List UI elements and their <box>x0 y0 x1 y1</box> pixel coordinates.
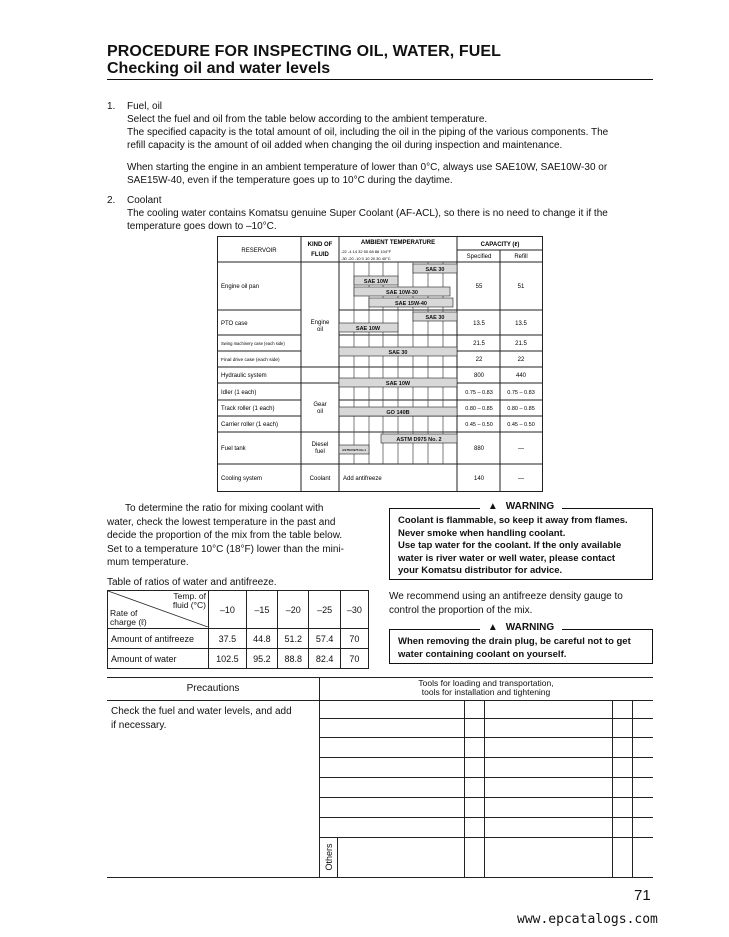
others-label-cell <box>321 840 337 876</box>
svg-text:fuel: fuel <box>315 449 325 455</box>
row-reservoir: Engine oil pan <box>221 284 260 290</box>
ratio-cell: 102.5 <box>209 649 247 669</box>
svg-text:Gear: Gear <box>313 402 327 408</box>
row-reservoir: PTO case <box>221 321 248 327</box>
page-subtitle: Checking oil and water levels <box>107 60 331 77</box>
row-reservoir: Track roller (1 each) <box>221 406 275 412</box>
hdr-temps-c: -30 -20 -10 0 10 20 30 40°C <box>341 256 391 261</box>
row-reservoir: Swing machinery case (each side) <box>221 341 285 346</box>
tools-heading-line: tools for installation and tightening <box>421 687 551 697</box>
precautions-grid <box>107 677 653 878</box>
cap-refill: — <box>518 476 524 482</box>
grade-label: SAE 10W <box>385 381 411 387</box>
svg-text:oil: oil <box>316 409 324 415</box>
precautions-heading: Precautions <box>186 683 240 694</box>
warning-line: your Komatsu distributor for advice. <box>398 565 563 576</box>
grade-label: SAE 10W <box>355 326 381 332</box>
warning-header <box>390 501 652 514</box>
hdr-temps-f: -22 -4 14 32 50 68 86 104°F <box>341 249 392 254</box>
precautions-line: Check the fuel and water levels, and add <box>111 706 292 717</box>
mixing-line: To determine the ratio for mixing coolant with <box>125 503 324 514</box>
section-2-number: 2. <box>107 195 116 206</box>
row-reservoir: Cooling system <box>221 476 263 482</box>
grade-label: ASTM D975 No. 2 <box>396 437 442 443</box>
svg-text:oil: oil <box>316 327 324 333</box>
precautions-text <box>111 705 316 732</box>
ratio-cell: 37.5 <box>209 629 247 649</box>
warning-box-flammable <box>389 501 653 580</box>
grade-label: GO 140B <box>386 410 410 416</box>
warning-line: water is river water or well water, please contact <box>398 552 616 564</box>
section-1-number: 1. <box>107 101 116 112</box>
temp-header: –15 <box>246 591 277 629</box>
precautions-line: if necessary. <box>111 719 167 731</box>
cap-refill: 0.75 – 0.83 <box>507 390 535 396</box>
section-1-line: The specified capacity is the total amount of oil, including the oil in the piping of the various components. The <box>127 127 609 138</box>
ratio-cell: 44.8 <box>246 629 277 649</box>
corner-bottom-label: Rate of charge (ℓ) <box>110 608 147 627</box>
cap-refill: — <box>518 446 524 452</box>
warning-line: Never smoke when handling coolant. <box>398 527 566 539</box>
cap-refill: 0.45 – 0.50 <box>507 422 535 428</box>
row-label: Amount of water <box>108 649 209 669</box>
watermark-url: www.epcatalogs.com <box>517 912 658 927</box>
grade-label: SAE 30 <box>425 267 445 273</box>
section-1-line: When starting the engine in an ambient temperature of lower than 0°C, always use SAE10W, SAE10W-30 or <box>127 162 608 173</box>
section-2-line: The cooling water contains Komatsu genuine Super Coolant (AF-ACL), so there is no need to change it if the <box>127 208 608 219</box>
warning-line: Coolant is flammable, so keep it away from flames. <box>398 515 628 526</box>
mixing-line: mum temperature. <box>107 557 189 568</box>
page-title: PROCEDURE FOR INSPECTING OIL, WATER, FUEL <box>107 43 502 60</box>
cap-specified: 21.5 <box>473 341 485 347</box>
cap-specified: 140 <box>473 476 485 482</box>
corner-top-label: Temp. of fluid (°C) <box>172 591 206 610</box>
cap-specified: 0.75 – 0.83 <box>465 390 493 396</box>
section-1-line: SAE15W-40, even if the temperature goes up to 10°C during the daytime. <box>127 175 453 186</box>
warning-title: WARNING <box>502 622 558 633</box>
gauge-note-line: control the proportion of the mix. <box>389 604 533 616</box>
temp-header: –20 <box>278 591 309 629</box>
page-number: 71 <box>634 887 651 904</box>
temp-header: –25 <box>309 591 340 629</box>
warning-box-drain-plug <box>389 622 653 664</box>
ratio-table-corner <box>108 591 209 629</box>
mixing-line: decide the proportion of the mix from the table below. <box>107 530 343 541</box>
cap-specified: 55 <box>475 284 483 290</box>
grade-label: SAE 30 <box>425 315 445 321</box>
temp-header: –30 <box>340 591 368 629</box>
cap-specified: 13.5 <box>473 321 485 327</box>
mixing-line: Set to a temperature 10°C (18°F) lower than the mini- <box>107 543 344 555</box>
grade-label: SAE 15W-40 <box>395 301 427 307</box>
temp-header: –10 <box>209 591 247 629</box>
hdr-refill: Refill <box>514 254 528 260</box>
row-reservoir: Hydraulic system <box>221 373 267 379</box>
cap-refill: 21.5 <box>515 341 527 347</box>
row-reservoir: Final drive case (each side) <box>221 358 280 363</box>
cap-specified: 22 <box>475 357 483 363</box>
ratio-cell: 88.8 <box>278 649 309 669</box>
cap-refill: 440 <box>515 373 527 379</box>
warning-line: Use tap water for the coolant. If the only available <box>398 540 622 551</box>
warning-header <box>390 622 652 635</box>
hdr-ambient: AMBIENT TEMPERATURE <box>360 240 436 246</box>
ratio-cell: 95.2 <box>246 649 277 669</box>
grade-label: ASTM D975 No.1 <box>342 448 366 452</box>
cap-refill: 13.5 <box>515 321 527 327</box>
hdr-reservoir: RESERVOIR <box>241 248 277 254</box>
gauge-note <box>389 590 623 617</box>
section-2-heading: Coolant <box>127 195 162 206</box>
warning-line: water containing coolant on yourself. <box>398 648 567 660</box>
ratio-cell: 70 <box>340 649 368 669</box>
ratio-table <box>107 590 369 669</box>
section-1-line: refill capacity is the amount of oil added when changing the oil during inspection and maintenance. <box>127 140 563 151</box>
svg-text:Engine: Engine <box>310 320 330 326</box>
cap-specified: 0.45 – 0.50 <box>465 422 493 428</box>
warning-triangle-icon: ▲ <box>484 501 502 512</box>
svg-text:FLUID: FLUID <box>311 252 329 258</box>
hdr-capacity: CAPACITY (ℓ) <box>480 242 520 248</box>
fluid-capacity-table <box>217 236 543 492</box>
mixing-line: water, check the lowest temperature in the past and <box>107 516 336 528</box>
row-reservoir: Fuel tank <box>221 446 246 452</box>
title-rule <box>107 79 653 80</box>
section-1-line: Select the fuel and oil from the table below according to the ambient temperature. <box>127 114 488 125</box>
ratio-cell: 82.4 <box>309 649 340 669</box>
mixing-paragraph <box>107 502 369 570</box>
svg-text:Diesel: Diesel <box>311 442 329 448</box>
warning-line: When removing the drain plug, be careful not to get <box>398 636 631 647</box>
cap-specified: 800 <box>473 373 485 379</box>
section-1-heading: Fuel, oil <box>127 101 163 112</box>
row-reservoir: Carrier roller (1 each) <box>221 422 279 428</box>
section-2-line: temperature goes down to –10°C. <box>127 221 277 232</box>
ratio-cell: 70 <box>340 629 368 649</box>
cap-specified: 880 <box>473 446 485 452</box>
cap-refill: 0.80 – 0.85 <box>507 406 535 412</box>
grade-label: SAE 10W <box>363 279 389 285</box>
row-reservoir: Idler (1 each) <box>221 390 257 396</box>
svg-text:KIND OF: KIND OF <box>307 242 333 248</box>
gauge-note-line: We recommend using an antifreeze density gauge to <box>389 591 623 602</box>
row-label: Amount of antifreeze <box>108 629 209 649</box>
ratio-cell: 51.2 <box>278 629 309 649</box>
warning-title: WARNING <box>502 501 558 512</box>
kind-coolant: Coolant <box>309 476 331 482</box>
others-label: Others <box>324 843 334 871</box>
grade-label: SAE 10W-30 <box>386 290 418 296</box>
grade-label: SAE 30 <box>388 350 408 356</box>
tools-heading-line: Tools for loading and transportation, <box>418 678 554 688</box>
warning-triangle-icon: ▲ <box>484 622 502 633</box>
ratio-cell: 57.4 <box>309 629 340 649</box>
coolant-note: Add antifreeze <box>343 476 382 482</box>
tools-heading <box>319 679 653 697</box>
ratio-table-caption: Table of ratios of water and antifreeze. <box>107 577 277 588</box>
cap-refill: 22 <box>517 357 525 363</box>
cap-refill: 51 <box>517 284 525 290</box>
cap-specified: 0.80 – 0.85 <box>465 406 493 412</box>
hdr-specified: Specified <box>466 254 492 260</box>
